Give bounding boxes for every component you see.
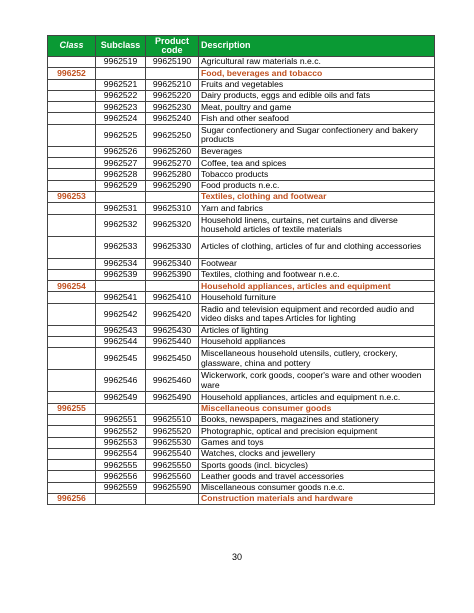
table-row — [48, 337, 435, 348]
cell-subclass: 9962555 — [96, 460, 146, 471]
table-row — [48, 113, 435, 124]
cell-subclass: 9962523 — [96, 102, 146, 113]
cell-description: Articles of lighting — [199, 325, 435, 336]
cell-product-code — [146, 494, 199, 505]
cell-subclass: 9962553 — [96, 437, 146, 448]
cell-product-code: 99625290 — [146, 180, 199, 191]
class-row — [48, 494, 435, 505]
cell-subclass: 9962541 — [96, 292, 146, 303]
cell-product-code: 99625520 — [146, 426, 199, 437]
cell-subclass — [96, 281, 146, 292]
table-row — [48, 180, 435, 191]
table-row — [48, 57, 435, 68]
header-product-code: Product code — [146, 36, 199, 57]
cell-description: Watches, clocks and jewellery — [199, 448, 435, 459]
cell-subclass: 9962539 — [96, 269, 146, 280]
cell-class: 996252 — [48, 68, 96, 79]
cell-product-code: 99625220 — [146, 90, 199, 101]
cell-class — [48, 169, 96, 180]
cell-product-code: 99625450 — [146, 348, 199, 370]
cell-class — [48, 269, 96, 280]
table-row — [48, 325, 435, 336]
table-row — [48, 90, 435, 101]
cell-class — [48, 414, 96, 425]
cell-product-code: 99625270 — [146, 158, 199, 169]
table-row — [48, 448, 435, 459]
cell-class — [48, 146, 96, 157]
cell-subclass: 9962519 — [96, 57, 146, 68]
cell-description: Miscellaneous consumer goods n.e.c. — [199, 482, 435, 493]
header-subclass: Subclass — [96, 36, 146, 57]
cell-class — [48, 57, 96, 68]
table-row — [48, 158, 435, 169]
cell-subclass: 9962529 — [96, 180, 146, 191]
cell-product-code — [146, 68, 199, 79]
cell-product-code: 99625540 — [146, 448, 199, 459]
cell-subclass: 9962526 — [96, 146, 146, 157]
cell-description: Food, beverages and tobacco — [199, 68, 435, 79]
cell-subclass: 9962552 — [96, 426, 146, 437]
cell-subclass: 9962533 — [96, 236, 146, 258]
cell-description: Games and toys — [199, 437, 435, 448]
cell-subclass: 9962528 — [96, 169, 146, 180]
cell-description: Fruits and vegetables — [199, 79, 435, 90]
cell-subclass — [96, 494, 146, 505]
table-row — [48, 370, 435, 392]
cell-class — [48, 325, 96, 336]
cell-product-code: 99625460 — [146, 370, 199, 392]
cell-class — [48, 102, 96, 113]
cell-subclass: 9962525 — [96, 124, 146, 146]
cell-description: Fish and other seafood — [199, 113, 435, 124]
cell-class: 996253 — [48, 191, 96, 202]
cell-class — [48, 203, 96, 214]
cell-class — [48, 258, 96, 269]
cell-description: Books, newspapers, magazines and stationery — [199, 414, 435, 425]
header-class: Class — [48, 36, 96, 57]
cell-description: Textiles, clothing and footwear — [199, 191, 435, 202]
table-row — [48, 437, 435, 448]
class-row — [48, 191, 435, 202]
cell-product-code: 99625320 — [146, 214, 199, 236]
cell-class — [48, 90, 96, 101]
class-row — [48, 68, 435, 79]
cell-product-code — [146, 191, 199, 202]
cell-product-code: 99625430 — [146, 325, 199, 336]
cell-class — [48, 337, 96, 348]
table-row — [48, 426, 435, 437]
cell-description: Agricultural raw materials n.e.c. — [199, 57, 435, 68]
cell-description: Footwear — [199, 258, 435, 269]
cell-product-code: 99625310 — [146, 203, 199, 214]
cell-class — [48, 303, 96, 325]
cell-description: Household appliances, articles and equipment n.e.c. — [199, 392, 435, 403]
cell-subclass: 9962521 — [96, 79, 146, 90]
cell-subclass: 9962524 — [96, 113, 146, 124]
cell-subclass: 9962551 — [96, 414, 146, 425]
cell-description: Wickerwork, cork goods, cooper's ware and other wooden ware — [199, 370, 435, 392]
cell-product-code: 99625560 — [146, 471, 199, 482]
cell-product-code: 99625340 — [146, 258, 199, 269]
table-row — [48, 236, 435, 258]
cell-product-code: 99625240 — [146, 113, 199, 124]
cell-class: 996254 — [48, 281, 96, 292]
cell-description: Household appliances — [199, 337, 435, 348]
cell-description: Sugar confectionery and Sugar confectionery and bakery products — [199, 124, 435, 146]
cell-product-code: 99625440 — [146, 337, 199, 348]
cell-description: Tobacco products — [199, 169, 435, 180]
cell-description: Food products n.e.c. — [199, 180, 435, 191]
cell-class — [48, 392, 96, 403]
cell-class — [48, 124, 96, 146]
cell-product-code: 99625590 — [146, 482, 199, 493]
cell-subclass: 9962546 — [96, 370, 146, 392]
cell-product-code: 99625390 — [146, 269, 199, 280]
cell-description: Meat, poultry and game — [199, 102, 435, 113]
cell-subclass: 9962556 — [96, 471, 146, 482]
table-row — [48, 102, 435, 113]
cell-class — [48, 236, 96, 258]
cell-product-code: 99625210 — [146, 79, 199, 90]
cell-product-code — [146, 403, 199, 414]
cell-class — [48, 214, 96, 236]
class-row — [48, 403, 435, 414]
table-row — [48, 269, 435, 280]
cell-product-code: 99625420 — [146, 303, 199, 325]
cell-product-code: 99625230 — [146, 102, 199, 113]
cell-subclass: 9962544 — [96, 337, 146, 348]
cell-description: Photographic, optical and precision equipment — [199, 426, 435, 437]
cell-class — [48, 180, 96, 191]
table-row — [48, 79, 435, 90]
table-row — [48, 214, 435, 236]
cell-description: Construction materials and hardware — [199, 494, 435, 505]
cell-subclass: 9962522 — [96, 90, 146, 101]
cell-subclass: 9962543 — [96, 325, 146, 336]
cell-subclass: 9962527 — [96, 158, 146, 169]
cell-class: 996255 — [48, 403, 96, 414]
cell-description: Yarn and fabrics — [199, 203, 435, 214]
cell-class — [48, 158, 96, 169]
cell-class: 996256 — [48, 494, 96, 505]
table-row — [48, 258, 435, 269]
table-row — [48, 169, 435, 180]
table-row — [48, 348, 435, 370]
cell-product-code: 99625250 — [146, 124, 199, 146]
cell-description: Miscellaneous consumer goods — [199, 403, 435, 414]
cell-class — [48, 348, 96, 370]
cell-description: Coffee, tea and spices — [199, 158, 435, 169]
cell-product-code: 99625510 — [146, 414, 199, 425]
cell-subclass: 9962549 — [96, 392, 146, 403]
table-row — [48, 471, 435, 482]
cell-product-code: 99625280 — [146, 169, 199, 180]
cell-class — [48, 292, 96, 303]
page-number: 30 — [231, 552, 242, 562]
cell-subclass: 9962554 — [96, 448, 146, 459]
header-description: Description — [199, 36, 435, 57]
cell-subclass: 9962542 — [96, 303, 146, 325]
table-row — [48, 303, 435, 325]
cell-description: Beverages — [199, 146, 435, 157]
cell-subclass: 9962534 — [96, 258, 146, 269]
cell-description: Leather goods and travel accessories — [199, 471, 435, 482]
table-row — [48, 392, 435, 403]
table-row — [48, 482, 435, 493]
cell-description: Dairy products, eggs and edible oils and fats — [199, 90, 435, 101]
table-row — [48, 146, 435, 157]
cell-description: Household linens, curtains, net curtains and diverse household articles of textile materials — [199, 214, 435, 236]
class-row — [48, 281, 435, 292]
table-body — [48, 57, 435, 505]
cell-class — [48, 471, 96, 482]
table-row — [48, 203, 435, 214]
cell-description: Textiles, clothing and footwear n.e.c. — [199, 269, 435, 280]
cell-description: Radio and television equipment and recorded audio and video disks and tapes Articles for lighting — [199, 303, 435, 325]
cell-product-code: 99625490 — [146, 392, 199, 403]
cell-description: Sports goods (incl. bicycles) — [199, 460, 435, 471]
cell-subclass — [96, 191, 146, 202]
cell-product-code: 99625260 — [146, 146, 199, 157]
cell-description: Household appliances, articles and equipment — [199, 281, 435, 292]
cell-description: Miscellaneous household utensils, cutlery, crockery, glassware, china and pottery — [199, 348, 435, 370]
cell-class — [48, 426, 96, 437]
cell-product-code: 99625530 — [146, 437, 199, 448]
cell-class — [48, 460, 96, 471]
cell-product-code — [146, 281, 199, 292]
table-row — [48, 414, 435, 425]
cell-subclass: 9962545 — [96, 348, 146, 370]
cell-subclass — [96, 68, 146, 79]
cell-class — [48, 482, 96, 493]
cell-class — [48, 448, 96, 459]
cell-class — [48, 437, 96, 448]
cell-subclass — [96, 403, 146, 414]
cell-subclass: 9962559 — [96, 482, 146, 493]
table-header-row — [48, 36, 435, 57]
cell-description: Household furniture — [199, 292, 435, 303]
table-row — [48, 460, 435, 471]
cell-product-code: 99625410 — [146, 292, 199, 303]
cell-class — [48, 79, 96, 90]
table-row — [48, 292, 435, 303]
cell-class — [48, 113, 96, 124]
cell-product-code: 99625550 — [146, 460, 199, 471]
table-row — [48, 124, 435, 146]
classification-table — [47, 35, 435, 505]
cell-product-code: 99625190 — [146, 57, 199, 68]
cell-description: Articles of clothing, articles of fur and clothing accessories — [199, 236, 435, 258]
cell-class — [48, 370, 96, 392]
cell-subclass: 9962531 — [96, 203, 146, 214]
cell-product-code: 99625330 — [146, 236, 199, 258]
cell-subclass: 9962532 — [96, 214, 146, 236]
